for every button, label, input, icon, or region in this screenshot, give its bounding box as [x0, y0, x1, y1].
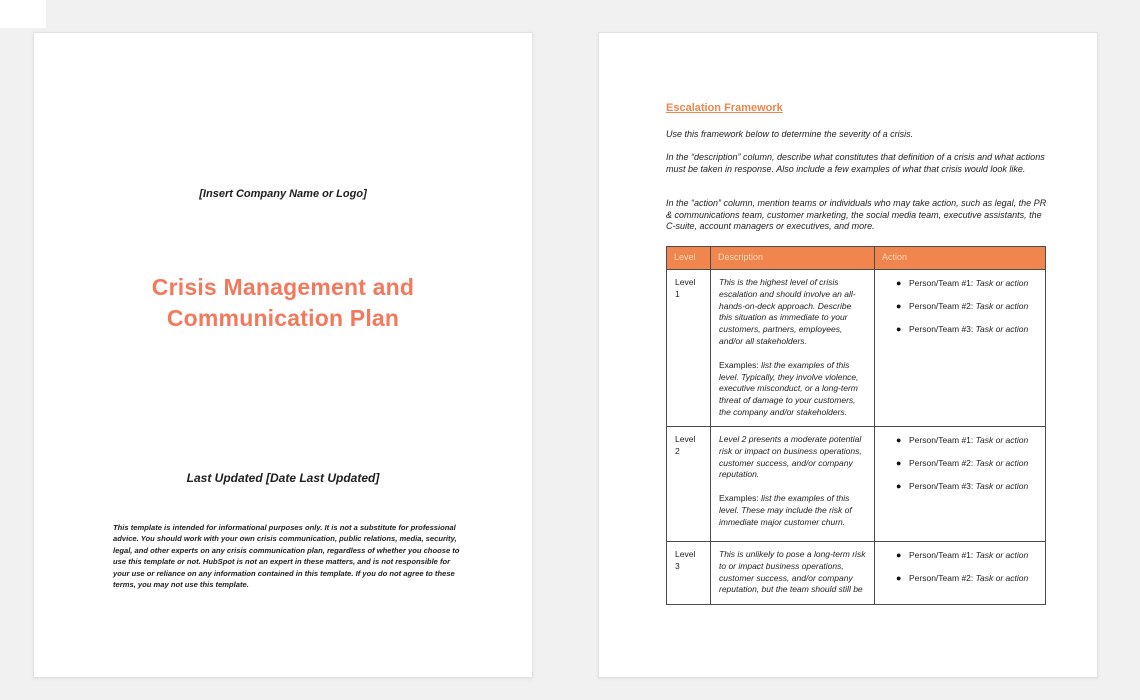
intro-paragraph-description-column: In the “description” column, describe what constitutes that definition of a crisis and what actions must be taken in response. Also include a few examples of what that crisis would look like. [666, 152, 1045, 174]
column-header-description: Description [711, 247, 875, 270]
column-header-level: Level [667, 247, 711, 270]
description-text: This is the highest level of crisis escalation and should involve an all-hands-on-deck approach. Describe this situation as immediate to your customers, partners, employees, and/or all stakeholders. [719, 277, 856, 346]
action-text: Person/Team #1: Task or action [909, 550, 1029, 560]
action-text: Person/Team #1: Task or action [909, 278, 1029, 288]
action-text: Person/Team #2: Task or action [909, 300, 1029, 311]
bullet-icon: ● [896, 323, 902, 334]
corner-patch [0, 0, 46, 28]
action-list [883, 549, 1037, 585]
level-cell: Level 2 [667, 427, 711, 542]
action-item [896, 324, 1037, 336]
table-header-row [667, 247, 1046, 270]
bullet-icon: ● [896, 278, 902, 288]
action-item [896, 301, 1037, 313]
cover-page [33, 32, 533, 678]
last-updated-text: Last Updated [Date Last Updated] [186, 471, 380, 485]
description-cell [711, 427, 875, 542]
action-text: Person/Team #3: Task or action [909, 323, 1029, 334]
description-cell [711, 542, 875, 605]
level-cell: Level 3 [667, 542, 711, 605]
bullet-icon: ● [896, 457, 902, 468]
table-row [667, 542, 1046, 605]
action-item [896, 573, 1037, 585]
bullet-icon: ● [896, 480, 902, 491]
disclaimer-text: This template is intended for informational purposes only. It is not a substitute for professional advice. You should work with your own crisis communication, public relations, media, security, legal, and other experts on any crisis communication plan, regardless of whether you choose to use this template or not. HubSpot is not an expert in these matters, and is not responsible for your use or reliance on any information contained in this template. If you do not agree to these terms, you may not use this template. [113, 523, 460, 590]
document-title [34, 272, 532, 334]
action-text: Person/Team #2: Task or action [909, 457, 1029, 468]
escalation-table [666, 246, 1046, 605]
document-title-line1: Crisis Management and [151, 274, 415, 300]
intro-paragraph-severity: Use this framework below to determine the severity of a crisis. [666, 129, 914, 139]
action-cell [875, 270, 1046, 427]
action-item [896, 278, 1037, 290]
action-text: Person/Team #1: Task or action [909, 435, 1029, 445]
examples-text: Examples: list the examples of this level. Typically, they involve violence, executive misconduct, or a long-term threat of damage to your customers, the company and/or stakeholders. [719, 359, 859, 417]
table-row [667, 270, 1046, 427]
description-text: Level 2 presents a moderate potential risk or impact on business operations, customer success, and/or company reputation. [719, 434, 862, 480]
bullet-icon: ● [896, 435, 902, 445]
bullet-icon: ● [896, 572, 902, 583]
bullet-icon: ● [896, 300, 902, 311]
intro-paragraph-action-column: In the “action” column, mention teams or individuals who may take action, such as legal, the PR & communications team, customer marketing, the social media team, executive assistants, the C-suite, account managers or executives, and more. [666, 198, 1047, 232]
action-cell [875, 427, 1046, 542]
document-title-line2: Communication Plan [166, 305, 400, 331]
table-row [667, 427, 1046, 542]
action-cell [875, 542, 1046, 605]
column-header-action: Action [875, 247, 1046, 270]
escalation-framework-page [598, 32, 1098, 678]
level-cell: Level 1 [667, 270, 711, 427]
action-item [896, 550, 1037, 562]
action-item [896, 458, 1037, 470]
description-cell [711, 270, 875, 427]
description-text: This is unlikely to pose a long-term risk to or impact business operations, customer success, and/or company reputation, but the team should still be [719, 549, 866, 595]
action-item [896, 481, 1037, 493]
action-item [896, 435, 1037, 447]
escalation-framework-heading: Escalation Framework [666, 102, 783, 114]
bullet-icon: ● [896, 550, 902, 560]
action-list [883, 277, 1037, 335]
action-text: Person/Team #3: Task or action [909, 480, 1029, 491]
action-list [883, 434, 1037, 492]
company-name-placeholder: [Insert Company Name or Logo] [199, 188, 367, 200]
examples-text: Examples: list the examples of this level. These may include the risk of immediate major customer churn. [719, 493, 852, 527]
action-text: Person/Team #2: Task or action [909, 572, 1029, 583]
